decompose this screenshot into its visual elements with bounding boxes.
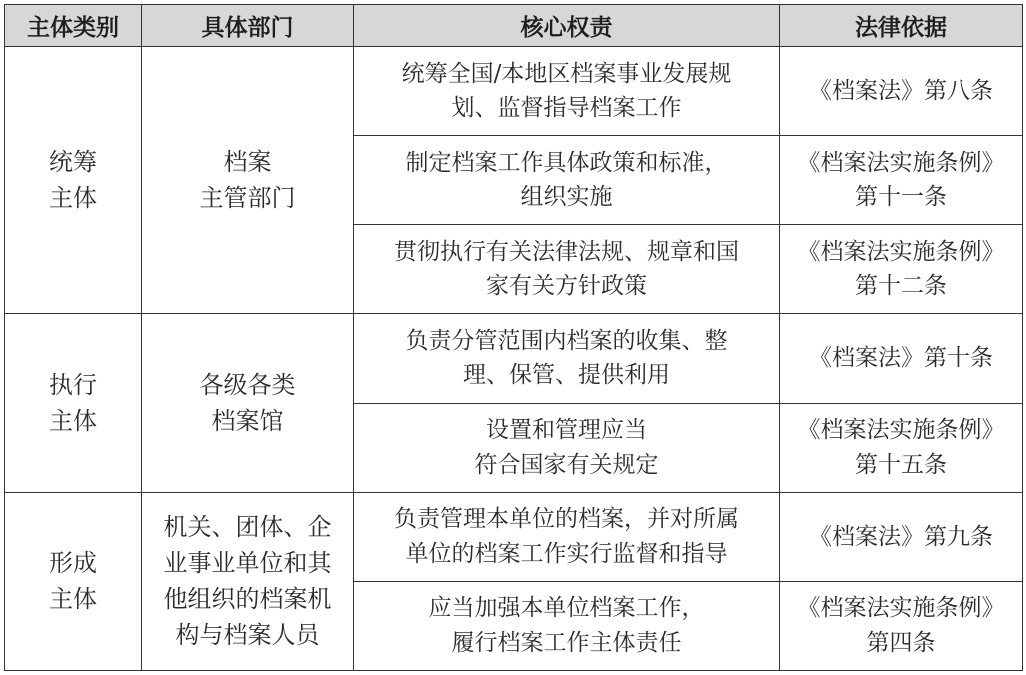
- department-cell: 各级各类 档案馆: [142, 314, 354, 492]
- department-cell: 档案 主管部门: [142, 47, 354, 314]
- duty-cell: 统筹全国/本地区档案事业发展规 划、监督指导档案工作: [354, 47, 780, 136]
- legal-basis-cell: 《档案法》第八条: [780, 47, 1023, 136]
- header-subject-category: 主体类别: [5, 5, 142, 47]
- legal-basis-cell: 《档案法实施条例》 第四条: [780, 581, 1023, 670]
- duty-cell: 设置和管理应当 符合国家有关规定: [354, 403, 780, 492]
- duty-cell: 负责分管范围内档案的收集、整 理、保管、提供利用: [354, 314, 780, 403]
- legal-basis-cell: 《档案法实施条例》 第十五条: [780, 403, 1023, 492]
- subject-category-cell: 形成 主体: [5, 492, 142, 670]
- legal-basis-cell: 《档案法实施条例》 第十一条: [780, 136, 1023, 225]
- header-department: 具体部门: [142, 5, 354, 47]
- table-row: [5, 47, 1023, 136]
- header-core-duty: 核心权责: [354, 5, 780, 47]
- subject-category-cell: 统筹 主体: [5, 47, 142, 314]
- legal-basis-cell: 《档案法》第十条: [780, 314, 1023, 403]
- header-legal-basis: 法律依据: [780, 5, 1023, 47]
- duty-cell: 负责管理本单位的档案，并对所属 单位的档案工作实行监督和指导: [354, 492, 780, 581]
- duty-cell: 制定档案工作具体政策和标准， 组织实施: [354, 136, 780, 225]
- department-cell: 机关、团体、企 业事业单位和其 他组织的档案机 构与档案人员: [142, 492, 354, 670]
- table-row: [5, 314, 1023, 403]
- duty-cell: 应当加强本单位档案工作， 履行档案工作主体责任: [354, 581, 780, 670]
- legal-basis-cell: 《档案法》第九条: [780, 492, 1023, 581]
- table-row: [5, 492, 1023, 581]
- archive-responsibility-table: [4, 4, 1023, 671]
- legal-basis-cell: 《档案法实施条例》 第十二条: [780, 225, 1023, 314]
- duty-cell: 贯彻执行有关法律法规、规章和国 家有关方针政策: [354, 225, 780, 314]
- table-header-row: [5, 5, 1023, 47]
- subject-category-cell: 执行 主体: [5, 314, 142, 492]
